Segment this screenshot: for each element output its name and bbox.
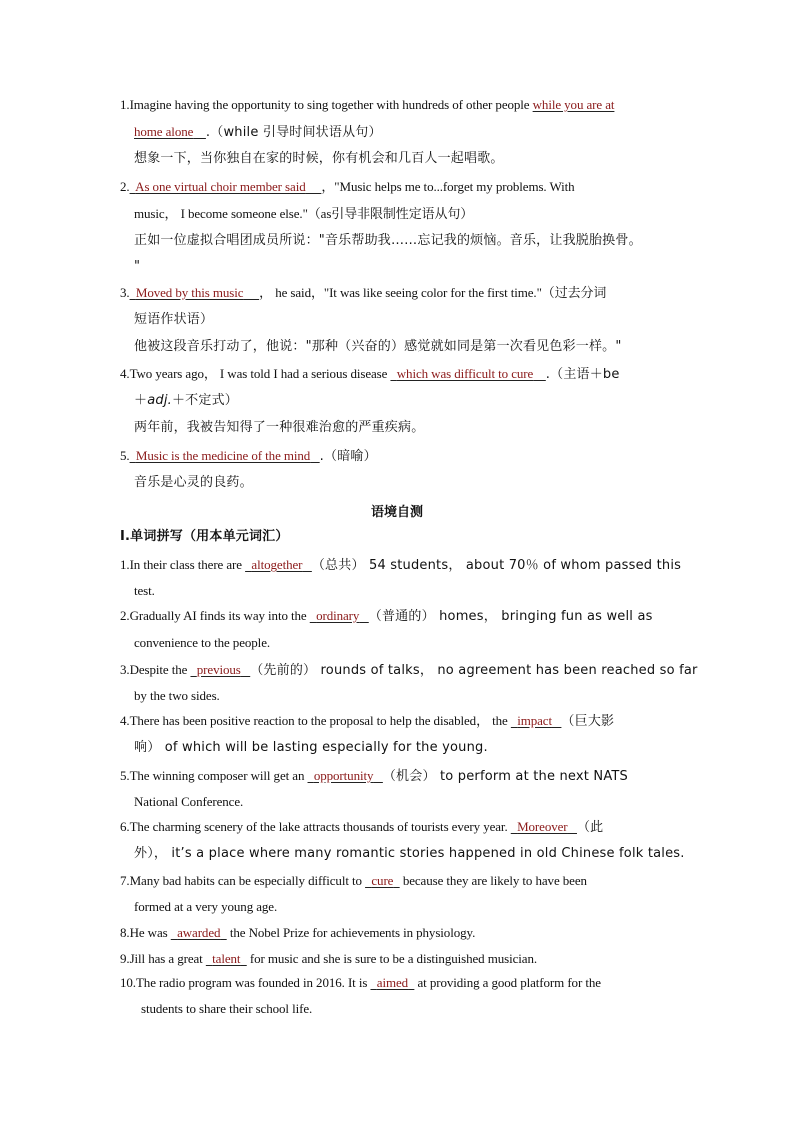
note-part: ＋ (134, 393, 148, 408)
answer-blank: aimed (376, 975, 409, 990)
item-number: 6. (120, 819, 130, 834)
sentence-4-line-2 (134, 393, 238, 409)
sentence-3-line-1 (120, 285, 606, 301)
item-number: 8. (120, 925, 130, 940)
exercise-1-line-1 (120, 557, 681, 574)
item-number: 2. (120, 179, 130, 194)
exercise-6-line-2: 外）， it’s a place where many romantic stories happened in old Chinese folk tales. (134, 846, 685, 861)
exercise-10-line-1 (120, 975, 601, 991)
exercise-7-line-2: formed at a very young age. (134, 899, 278, 914)
sentence-text: Gradually AI finds its way into the (129, 608, 310, 623)
exercise-5-line-1 (120, 768, 628, 785)
translation-4: 两年前，我被告知得了一种很难治愈的严重疾病。 (134, 420, 425, 435)
blank-tail (359, 608, 368, 623)
blank-tail (533, 366, 546, 381)
sentence-text: （普通的） homes， bringing fun as well as (368, 609, 653, 624)
exercise-2-line-1 (120, 608, 653, 625)
sentence-1-line-1 (120, 97, 614, 113)
exercise-1-line-2: test. (134, 583, 155, 598)
answer-blank: awarded (177, 925, 221, 940)
translation-3: 他被这段音乐打动了，他说："那种（兴奋的）感觉就如同是第一次看见色彩一样。" (134, 339, 622, 354)
translation-5: 音乐是心灵的良药。 (134, 475, 253, 490)
sentence-text: ，"Music helps me to...forget my problems. With (321, 179, 575, 194)
sentence-text: The charming scenery of the lake attracts thousands of tourists every year. (129, 819, 511, 834)
exercise-10-line-2: students to share their school life. (141, 1001, 313, 1016)
answer-blank: home alone (134, 124, 194, 139)
blank-tail (373, 768, 382, 783)
sentence-text: ， he said，"It was like seeing color for the first time."（过去分词 (259, 285, 607, 300)
translation-2-end: " (134, 259, 141, 274)
exercise-5-line-2: National Conference. (134, 794, 244, 809)
grammar-note: .（主语＋be (545, 367, 620, 382)
item-number: 2. (120, 608, 130, 623)
sentence-text: Jill has a great (129, 951, 206, 966)
sentence-text: The winning composer will get an (129, 768, 308, 783)
item-number: 4. (120, 366, 130, 381)
sentence-text: Many bad habits can be especially difficult to (129, 873, 366, 888)
blank-tail (243, 285, 259, 300)
translation-2: 正如一位虚拟合唱团成员所说："音乐帮助我……忘记我的烦恼。音乐，让我脱胎换骨。 (134, 233, 642, 248)
blank-tail (568, 819, 577, 834)
note-part: adj. (147, 393, 172, 408)
exercise-4-line-2: 响） of which will be lasting especially for the young. (134, 740, 488, 755)
sentence-5-line-1 (120, 448, 377, 465)
exercise-8-line-1 (120, 925, 475, 941)
blank-tail (552, 713, 561, 728)
answer-blank: talent (212, 951, 241, 966)
exercise-9-line-1 (120, 951, 537, 967)
blank-tail (302, 557, 311, 572)
sentence-1-line-2 (134, 124, 382, 141)
item-number: 5. (120, 448, 130, 463)
blank-tail (310, 448, 319, 463)
sentence-text: Imagine having the opportunity to sing together with hundreds of other people (129, 97, 533, 112)
sentence-text: at providing a good platform for the (414, 975, 601, 990)
answer-blank: Music is the medicine of the mind (135, 448, 311, 463)
item-number: 3. (120, 285, 130, 300)
sentence-text: There has been positive reaction to the proposal to help the disabled， the (129, 713, 511, 728)
sentence-3-line-2: 短语作状语） (134, 312, 214, 327)
sentence-text: He was (129, 925, 171, 940)
sentence-text: because they are likely to have been (399, 873, 587, 888)
grammar-note: .（暗喻） (319, 449, 377, 464)
sentence-text: the Nobel Prize for achievements in physiology. (226, 925, 476, 940)
item-number: 3. (120, 662, 130, 677)
answer-blank: which was difficult to cure (396, 366, 534, 381)
sentence-2-line-2: music， I become someone else."（as引导非限制性定语从句） (134, 206, 474, 221)
answer-blank: previous (196, 662, 241, 677)
answer-blank: Moved by this music (135, 285, 244, 300)
sentence-text: In their class there are (129, 557, 246, 572)
note-part: ＋不定式） (171, 393, 238, 408)
item-number: 10. (120, 975, 136, 990)
exercise-3-line-1 (120, 662, 698, 679)
sentence-text: Despite the (129, 662, 191, 677)
answer-blank: cure (371, 873, 394, 888)
exercise-2-line-2: convenience to the people. (134, 635, 271, 650)
translation-1: 想象一下，当你独自在家的时候，你有机会和几百人一起唱歌。 (134, 151, 504, 166)
exercise-7-line-1 (120, 873, 587, 889)
blank-tail (306, 179, 322, 194)
grammar-note: .（while 引导时间状语从句） (205, 125, 382, 140)
answer-blank: Moreover (517, 819, 568, 834)
sentence-4-line-1 (120, 366, 620, 383)
exercise-4-line-1 (120, 713, 614, 730)
sentence-text: The radio program was founded in 2016. It is (135, 975, 371, 990)
item-number: 1. (120, 557, 130, 572)
exercise-3-line-2: by the two sides. (134, 688, 220, 703)
item-number: 9. (120, 951, 130, 966)
sentence-text: for music and she is sure to be a distinguished musician. (246, 951, 538, 966)
item-number: 1. (120, 97, 130, 112)
answer-blank: impact (517, 713, 552, 728)
blank-tail (241, 662, 250, 677)
sentence-text: Two years ago， I was told I had a serious disease (129, 366, 391, 381)
item-number: 7. (120, 873, 130, 888)
answer-blank: ordinary (316, 608, 360, 623)
sentence-text: （巨大影 (561, 714, 615, 729)
sentence-text: （机会） to perform at the next NATS (382, 769, 629, 784)
item-number: 4. (120, 713, 130, 728)
sentence-2-line-1 (120, 179, 575, 195)
answer-blank: As one virtual choir member said (135, 179, 306, 194)
section-title: 语境自测 (370, 505, 423, 520)
answer-blank: opportunity (313, 768, 374, 783)
exercise-6-line-1 (120, 819, 603, 836)
section-heading: Ⅰ.单词拼写（用本单元词汇） (120, 529, 289, 544)
item-number: 5. (120, 768, 130, 783)
blank-tail (193, 124, 206, 139)
answer-blank: while you are at (532, 97, 615, 112)
sentence-text: （先前的） rounds of talks， no agreement has been reached so far (250, 663, 698, 678)
answer-blank: altogether (251, 557, 303, 572)
sentence-text: （总共） 54 students， about 70％ of whom passed this (311, 558, 682, 573)
sentence-text: （此 (576, 820, 604, 835)
